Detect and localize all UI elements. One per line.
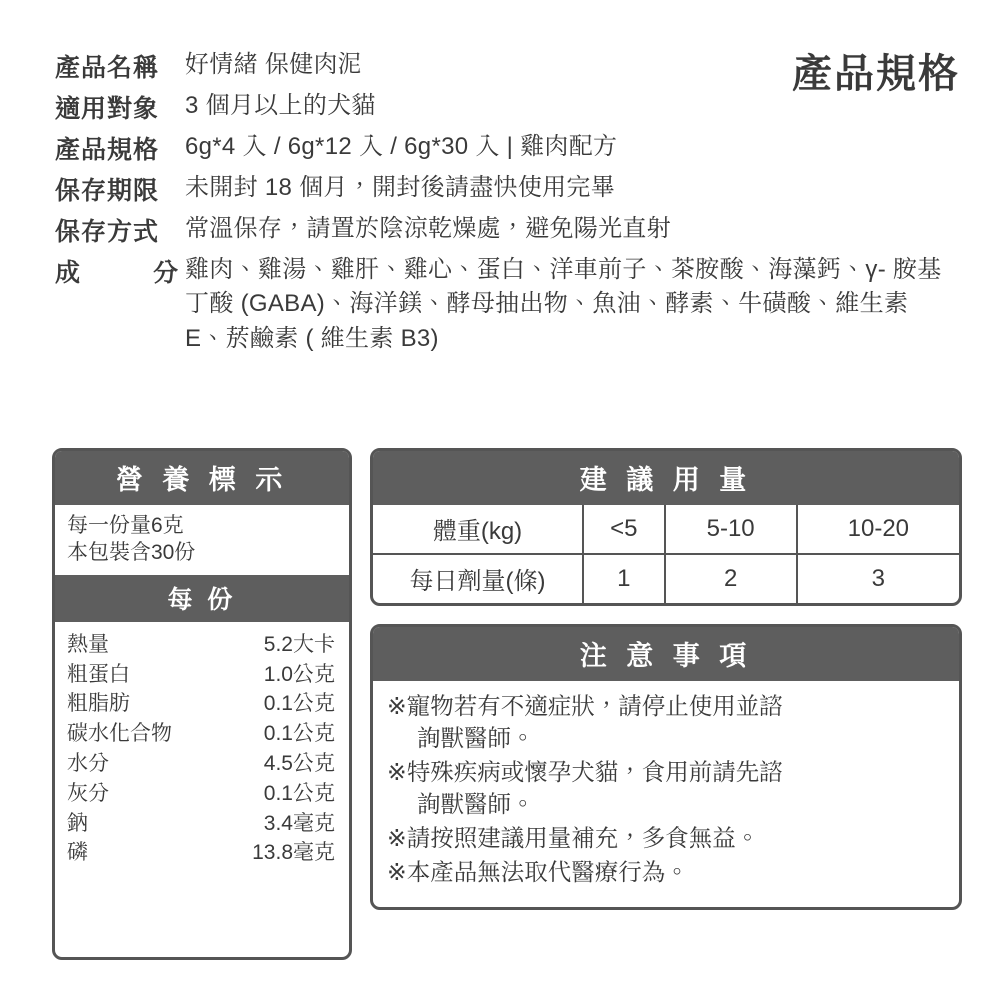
notice-body bbox=[373, 681, 959, 907]
nutrition-row bbox=[67, 689, 335, 719]
nutrition-row bbox=[67, 838, 335, 868]
spec-value-ingredients: 雞肉、雞湯、雞肝、雞心、蛋白、洋車前子、茶胺酸、海藻鈣、γ- 胺基丁酸 (GABA)、海洋鎂、酵母抽出物、魚油、酵素、牛磺酸、維生素 E、菸鹼素 ( 維生素 B3) bbox=[185, 256, 942, 352]
dosage-dose-value: 1 bbox=[583, 554, 665, 603]
nutrition-value: 0.1公克 bbox=[263, 692, 335, 716]
nutrition-title: 營 養 標 示 bbox=[55, 451, 349, 505]
table-row bbox=[373, 554, 959, 603]
spec-label-ingredients-char1: 成 bbox=[55, 259, 82, 287]
spec-label-ingredients-char2: 分 bbox=[152, 259, 179, 287]
nutrition-name: 磷 bbox=[67, 841, 88, 865]
nutrition-row bbox=[67, 719, 335, 749]
nutrition-name: 鈉 bbox=[67, 811, 88, 835]
dosage-panel bbox=[370, 448, 962, 606]
nutrition-name: 碳水化合物 bbox=[67, 722, 172, 746]
dosage-dose-value: 3 bbox=[797, 554, 959, 603]
nutrition-value: 1.0公克 bbox=[263, 662, 335, 686]
nutrition-row bbox=[67, 749, 335, 779]
spec-value-storage: 常溫保存，請置於陰涼乾燥處，避免陽光直射 bbox=[185, 215, 671, 242]
nutrition-serving-size: 每一份量6克 bbox=[67, 514, 184, 537]
spec-label-target: 適用對象 bbox=[55, 95, 160, 123]
nutrition-row bbox=[67, 660, 335, 690]
dosage-weight-value: 5-10 bbox=[665, 505, 797, 554]
notice-item-main: ※寵物若有不適症狀，請停止使用並諮 bbox=[387, 693, 783, 719]
spec-row bbox=[55, 212, 962, 248]
dosage-title: 建 議 用 量 bbox=[373, 451, 959, 505]
spec-label-product-name: 產品名稱 bbox=[55, 54, 160, 82]
dosage-table bbox=[373, 505, 959, 603]
notice-item-main: ※請按照建議用量補充，多食無益。 bbox=[387, 824, 760, 851]
dosage-weight-label: 體重(kg) bbox=[373, 505, 583, 554]
nutrition-per-serving-title: 每 份 bbox=[55, 575, 349, 622]
nutrition-row bbox=[67, 779, 335, 809]
nutrition-name: 粗脂肪 bbox=[67, 692, 130, 716]
notice-item-cont: 詢獸醫師。 bbox=[417, 790, 535, 817]
nutrition-servings-per-pack: 本包裝含30份 bbox=[67, 540, 196, 564]
dosage-dose-label: 每日劑量(條) bbox=[373, 554, 583, 603]
nutrition-serving-info bbox=[55, 505, 349, 575]
dosage-weight-value: 10-20 bbox=[797, 505, 959, 554]
notice-panel bbox=[370, 624, 962, 910]
right-column bbox=[370, 448, 962, 960]
spec-row bbox=[55, 171, 962, 207]
notice-item-main: ※特殊疾病或懷孕犬貓，食用前請先諮 bbox=[387, 758, 783, 785]
nutrition-panel bbox=[52, 448, 352, 960]
nutrition-value: 4.5公克 bbox=[263, 752, 335, 775]
nutrition-value: 3.4毫克 bbox=[263, 811, 335, 835]
notice-item bbox=[387, 691, 945, 755]
spec-value-specification: 6g*4 入 / 6g*12 入 / 6g*30 入 | 雞肉配方 bbox=[185, 133, 618, 160]
dosage-weight-value: <5 bbox=[583, 505, 665, 554]
nutrition-row bbox=[67, 630, 335, 660]
nutrition-value: 0.1公克 bbox=[263, 781, 335, 805]
notice-item-main: ※本產品無法取代醫療行為。 bbox=[387, 858, 689, 885]
nutrition-name: 熱量 bbox=[67, 632, 109, 656]
notice-title: 注 意 事 項 bbox=[373, 627, 959, 681]
spec-value-product-name: 好情緒 保健肉泥 bbox=[185, 51, 363, 78]
spec-value-shelf-life: 未開封 18 個月，開封後請盡快使用完畢 bbox=[185, 174, 616, 201]
spec-label-specification: 產品規格 bbox=[55, 136, 160, 164]
nutrition-value: 5.2大卡 bbox=[263, 632, 335, 656]
nutrition-row bbox=[67, 809, 335, 839]
notice-item-cont: 詢獸醫師。 bbox=[417, 724, 535, 751]
panels-container bbox=[52, 448, 962, 960]
nutrition-column bbox=[52, 448, 352, 960]
nutrition-value: 0.1公克 bbox=[263, 722, 335, 746]
notice-item bbox=[387, 757, 945, 821]
nutrition-value: 13.8毫克 bbox=[252, 841, 335, 865]
spec-row bbox=[55, 253, 962, 356]
table-row bbox=[373, 505, 959, 554]
spec-label-ingredients bbox=[55, 253, 185, 289]
page-title: 產品規格 bbox=[792, 52, 960, 96]
notice-item bbox=[387, 857, 945, 889]
dosage-dose-value: 2 bbox=[665, 554, 797, 603]
spec-value-target: 3 個月以上的犬貓 bbox=[185, 92, 376, 119]
spec-label-storage: 保存方式 bbox=[55, 218, 160, 246]
nutrition-name: 灰分 bbox=[67, 781, 109, 805]
nutrition-name: 粗蛋白 bbox=[67, 662, 130, 686]
nutrition-rows bbox=[55, 622, 349, 957]
notice-item bbox=[387, 823, 945, 855]
spec-label-shelf-life: 保存期限 bbox=[55, 177, 160, 205]
spec-row bbox=[55, 130, 962, 166]
nutrition-name: 水分 bbox=[67, 752, 109, 775]
